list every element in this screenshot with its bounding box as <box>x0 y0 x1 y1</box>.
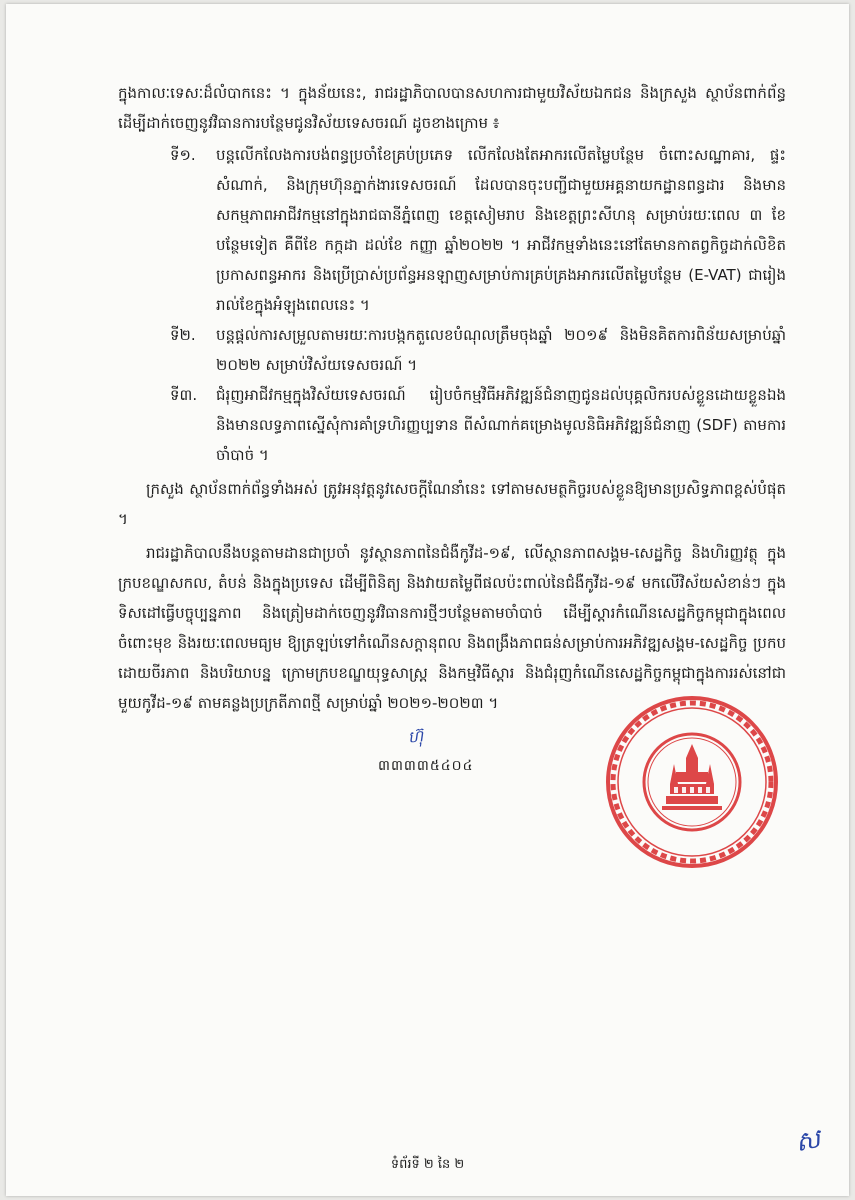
closing-paragraph: រាជរដ្ឋាភិបាលនឹងបន្តតាមដានជាប្រចាំ នូវស្ថានភាពនៃជំងឺកូវីដ-១៩, លើស្ថានភាពសង្គម-សេដ្ឋកិច្ច និងហិរញ្ញវត្ថុ ក្នុងក្របខណ្ឌសកល, តំបន់ និងក្នុងប្រទេស ដើម្បីពិនិត្យ និងវាយតម្លៃពីផលប៉ះពាល់នៃជំងឺកូវីដ-១៩ មកលើវិស័យសំខាន់ៗ ក្នុងទិសដៅធ្វើបច្ចុប្បន្នភាព និងត្រៀមដាក់ចេញនូវវិធានការថ្មីៗបន្ថែមតាមចាំបាច់ ដើម្បីស្តារកំណើនសេដ្ឋកិច្ចកម្ពុជាក្នុងពេលចំពោះមុខ និងរយៈពេលមធ្យម ឱ្យត្រឡប់ទៅកំណើនសក្តានុពល និងពង្រឹងភាពធន់សម្រាប់ការអភិវឌ្ឍសង្គម-សេដ្ឋកិច្ច ប្រកបដោយចីរភាព និងបរិយាបន្ន ក្រោមក្របខណ្ឌយុទ្ធសាស្ត្រ និងកម្មវិធីស្តារ និងជំរុញកំណើនសេដ្ឋកិច្ចកម្ពុជាក្នុងការរស់នៅជាមួយកូវីដ-១៩ តាមគន្លងប្រក្រតីភាពថ្មី សម្រាប់ឆ្នាំ ២០២១-២០២៣ ។ <box>118 544 786 712</box>
measure-item-3 <box>170 380 786 470</box>
measure-item-1 <box>170 140 786 320</box>
document-page <box>6 4 849 1196</box>
measure-number: ទី១. <box>170 146 196 164</box>
measure-text: បន្តលើកលែងការបង់ពន្ធប្រចាំខែគ្រប់ប្រភេទ លើកលែងតែអាករលើតម្លៃបន្ថែម ចំពោះសណ្ឋាគារ, ផ្ទះសំណាក់, និងក្រុមហ៊ុនភ្នាក់ងារទេសចរណ៍ ដែលបានចុះបញ្ជីជាមួយអគ្គនាយកដ្ឋានពន្ធដារ និងមានសកម្មភាពអាជីវកម្មនៅក្នុងរាជធានីភ្នំពេញ ខេត្តសៀមរាប និងខេត្តព្រះសីហនុ សម្រាប់រយៈពេល ៣ ខែបន្ថែមទៀត គឺពីខែ កក្កដា ដល់ខែ កញ្ញា ឆ្នាំ២០២២ ។ អាជីវកម្មទាំងនេះនៅតែមានកាតព្វកិច្ចដាក់លិខិតប្រកាសពន្ធអាករ និងប្រើប្រាស់ប្រព័ន្ធអនឡាញសម្រាប់ការគ្រប់គ្រងអាករលើតម្លៃបន្ថែម (E-VAT) ជារៀងរាល់ខែក្នុងអំឡុងពេលនេះ ។ <box>216 146 786 314</box>
reference-code: ៣៣៣៣៥៤០៤ <box>378 758 474 774</box>
intro-paragraph: ក្នុងកាលៈទេសៈដ៏លំបាកនេះ ។ ក្នុងន័យនេះ, រាជរដ្ឋាភិបាលបានសហការជាមួយវិស័យឯកជន និងក្រសួង ស្ថាប័នពាក់ព័ន្ធដើម្បីដាក់ចេញនូវវិធានការបន្ថែមជូនវិស័យទេសចរណ៍ ដូចខាងក្រោម ៖ <box>118 84 786 132</box>
measure-text: ជំរុញអាជីវកម្មក្នុងវិស័យទេសចរណ៍ រៀបចំកម្មវិធីអភិវឌ្ឍន៍ជំនាញជូនដល់បុគ្គលិករបស់ខ្លួនដោយខ្លួនឯង និងមានលទ្ធភាពស្នើសុំការគាំទ្រហិរញ្ញប្បទាន ពីសំណាក់គម្រោងមូលនិធិអភិវឌ្ឍន៍ជំនាញ (SDF) តាមការចាំបាច់ ។ <box>216 386 786 464</box>
ministries-paragraph: ក្រសួង ស្ថាប័នពាក់ព័ន្ធទាំងអស់ ត្រូវអនុវត្តនូវសេចក្តីណែនាំនេះ ទៅតាមសមត្ថកិច្ចរបស់ខ្លួនឱ្យមានប្រសិទ្ធភាពខ្ពស់បំផុត ។ <box>118 480 786 528</box>
official-seal-icon <box>602 692 782 872</box>
measure-number: ទី២. <box>170 326 196 344</box>
measure-item-2 <box>170 320 786 380</box>
measure-text: បន្តផ្តល់ការសម្រួលតាមរយៈការបង្កកតួលេខបំណុលត្រឹមចុងឆ្នាំ ២០១៩ និងមិនគិតការពិន័យសម្រាប់ឆ្នាំ ២០២២ សម្រាប់វិស័យទេសចរណ៍ ។ <box>216 326 786 374</box>
margin-initials: ស <box>792 1123 824 1159</box>
page-footer: ទំព័រទី ២ នៃ ២ <box>390 1157 465 1172</box>
measure-number: ទី៣. <box>170 386 198 404</box>
handwritten-initial: ហ៊ុ <box>406 726 425 747</box>
measures-list <box>170 140 786 470</box>
